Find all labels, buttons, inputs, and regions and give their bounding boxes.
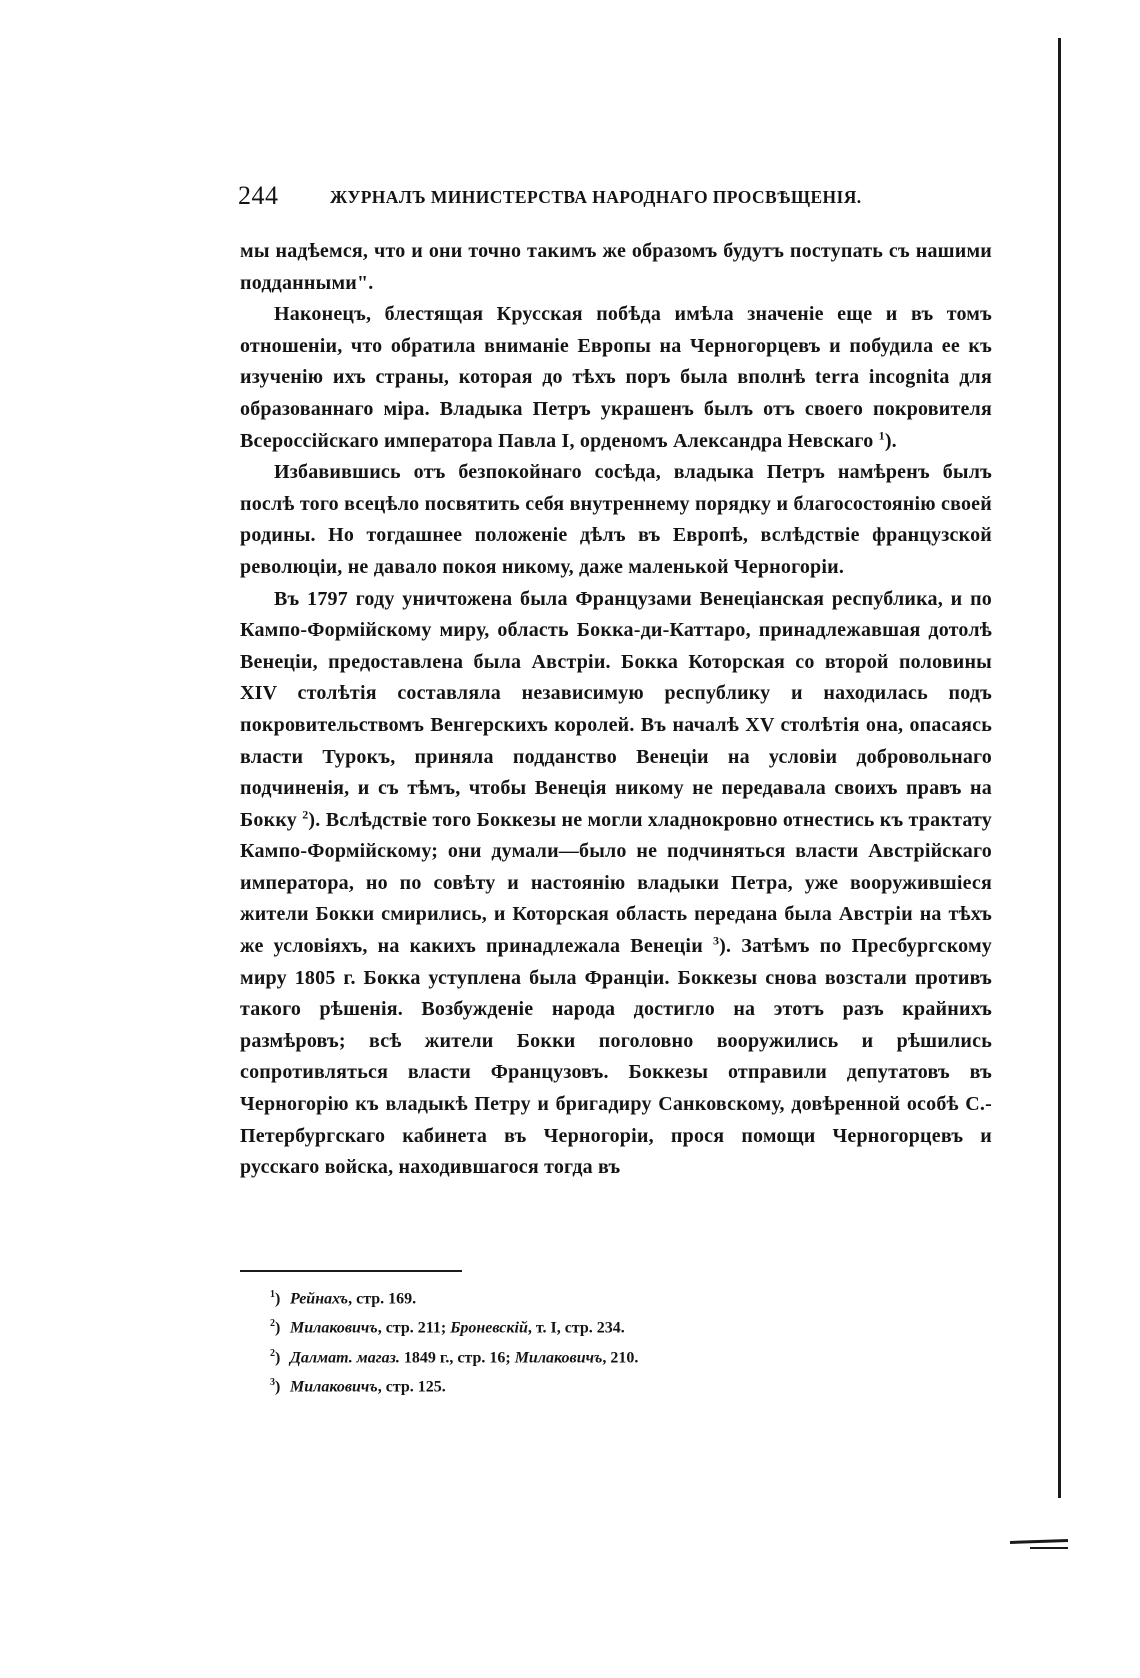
- footnote-author: Милаковичъ: [514, 1348, 603, 1366]
- paragraph: [240, 457, 992, 583]
- footnote-ref[interactable]: 1: [878, 427, 885, 442]
- footnote-author: Милаковичъ: [290, 1319, 378, 1337]
- footnote-mark: $^2$): [270, 1347, 281, 1366]
- footnote-author: Броневскій: [450, 1319, 528, 1337]
- paragraph-text: Въ 1797 году уничтожена была Французами Венеціанская республика, и по Кампо-Формійскому миру, область Бокка-ди-Каттаро, принадлежавшая дотолѣ Венеціи, предоставлена была Австріи. Бокка Которская со второй половины XIV столѣтія составляла независимую республику и находилась подъ покровительствомъ Венгерскихъ королей. Въ началѣ XV столѣтія она, опасаясь власти Турокъ, приняла подданство Венеціи на условіи добровольнаго подчиненія, и съ тѣмъ, чтобы Венеція никому не передавала своихъ правъ на Бокку: [240, 587, 992, 831]
- footnote-author: Милаковичъ: [290, 1378, 378, 1396]
- footnote-mark: $^1$): [270, 1289, 281, 1308]
- paragraph-text: . Затѣмъ по Пресбургскому миру 1805 г. Бокка уступлена была Франціи. Боккезы снова возстали противъ такого рѣшенія. Возбужденіе народа достигло на этотъ разъ крайнихъ размѣровъ; всѣ жители Бокки поголовно вооружились и рѣшились сопротивляться власти Французовъ. Боккезы отправили депутатовъ въ Черногорію къ владыкѣ Петру и бригадиру Санковскому, довѣренной особѣ С.-Петербургскаго кабинета въ Черногоріи, прося помощи Черногорцевъ и русскаго войска, находившагося тогда въ: [240, 935, 992, 1179]
- paragraph-text: мы надѣемся, что и они точно такимъ же образомъ будутъ поступать съ нашими подданными".: [240, 240, 992, 294]
- ref-paren: ): [308, 808, 316, 831]
- footnote-text: , стр. 169.: [348, 1290, 417, 1308]
- ref-paren: ): [719, 935, 727, 958]
- footnote-text: 1849 г., стр. 16;: [399, 1348, 515, 1366]
- scan-mark: [1010, 1539, 1068, 1544]
- footnote-mark: $^3$): [270, 1376, 281, 1396]
- footnote-author: Далмат. магаз.: [290, 1348, 400, 1366]
- paragraph: [240, 299, 992, 457]
- paragraph-text: Наконецъ, блестящая Крусская побѣда имѣла значеніе еще и въ томъ отношеніи, что обратила вниманіе Европы на Черногорцевъ и побудила ее къ изученію ихъ страны, которая до тѣхъ поръ была вполнѣ terra incognita для образованнаго міра. Владыка Петръ украшенъ былъ отъ своего покровителя Всероссійскаго императора Павла I, орденомъ Александра Невскаго: [240, 303, 992, 452]
- footnote-text: , стр. 211;: [377, 1319, 451, 1337]
- page-header: [238, 178, 998, 218]
- footnote-ref[interactable]: 3: [712, 933, 720, 948]
- binding-edge-line: [1058, 38, 1061, 1498]
- footnote-item: [270, 1341, 970, 1370]
- paragraph-tail: ).: [884, 429, 897, 452]
- paragraph-text: Избавившись отъ безпокойнаго сосѣда, владыка Петръ намѣренъ былъ послѣ того всецѣло посвятить себя внутреннему порядку и благосостоянію своей родины. Но тогдашнее положеніе дѣлъ въ Европѣ, вслѣдствіе французской революціи, не давало покоя никому, даже маленькой Черногоріи.: [240, 461, 992, 578]
- running-title: ЖУРНАЛЪ МИНИСТЕРСТВА НАРОДНАГО ПРОСВѢЩЕНІЯ.: [330, 187, 862, 207]
- paragraph-continuation: [240, 236, 992, 299]
- footnote-divider: [240, 1270, 462, 1272]
- paragraph: [240, 584, 992, 1184]
- footnote-text: , 210.: [602, 1348, 639, 1366]
- footnote-text: , стр. 125.: [377, 1378, 446, 1396]
- footnote-text: , т. I, стр. 234.: [527, 1319, 625, 1337]
- scan-mark-secondary: [1030, 1547, 1068, 1549]
- main-text: [240, 236, 992, 1184]
- footnote-mark: $^2$): [270, 1318, 281, 1337]
- footnote-author: Рейнахъ: [290, 1290, 349, 1308]
- page-number: 244: [238, 181, 279, 210]
- footnotes: [270, 1282, 970, 1399]
- footnote-item: [270, 1311, 970, 1340]
- footnote-ref[interactable]: 2: [302, 807, 309, 822]
- paragraph-text: . Вслѣдствіе того Боккезы не могли хладнокровно отнестись къ трактату Кампо-Формійскому; они думали—было не подчиняться власти Австрійскаго императора, но по совѣту и настоянію владыки Петра, уже вооружившіеся жители Бокки смирились, и Которская область передана была Австріи на тѣхъ же условіяхъ, на какихъ принадлежала Венеціи: [240, 808, 992, 958]
- footnote-item: [270, 1282, 970, 1311]
- footnote-item: [270, 1370, 970, 1399]
